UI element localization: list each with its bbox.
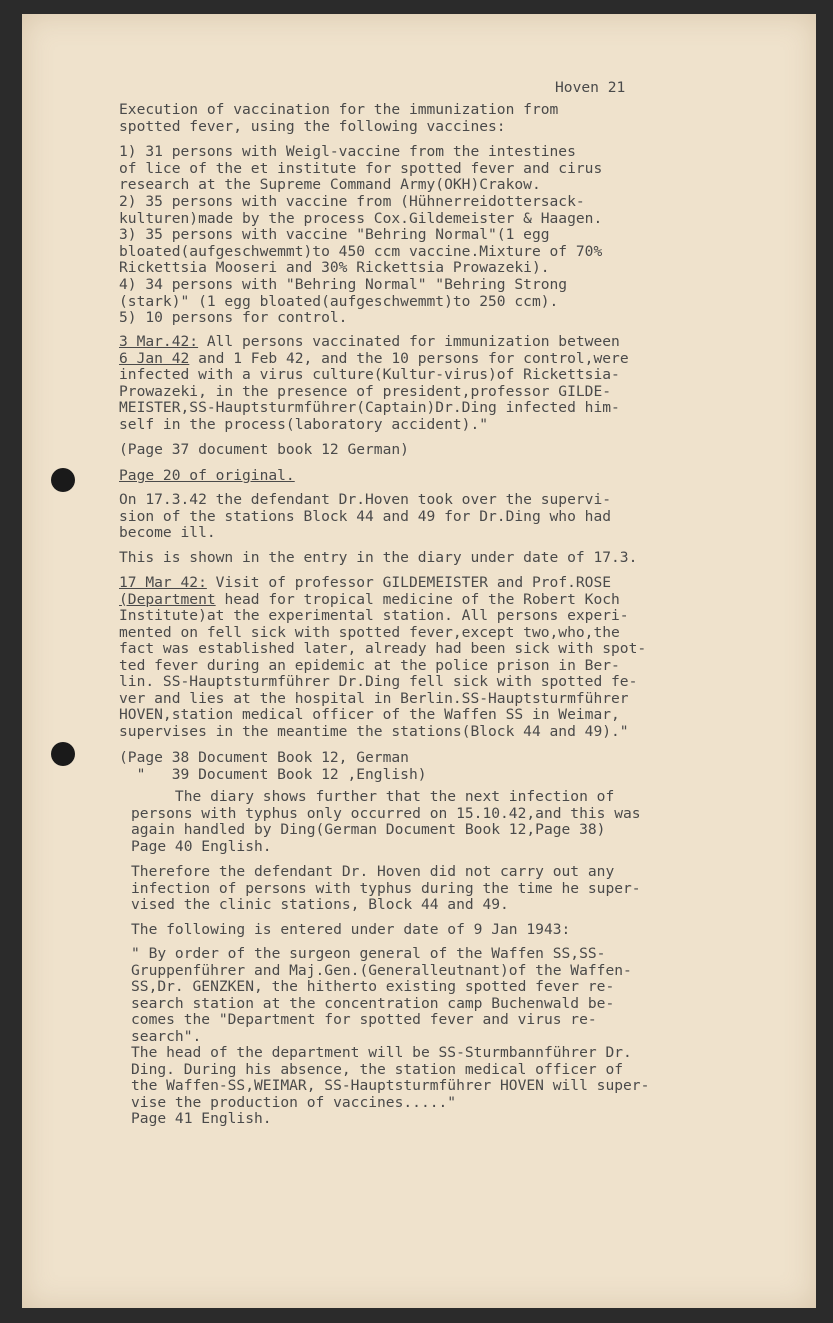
- diary-entry-paragraph: This is shown in the entry in the diary under date of 17.3.: [119, 549, 638, 566]
- punch-hole-top: [51, 468, 75, 492]
- takeover-paragraph: On 17.3.42 the defendant Dr.Hoven took over the supervi- sion of the stations Block 44 and 49 for Dr.Ding who had become ill.: [119, 491, 612, 541]
- vaccine-item-3: 3) 35 persons with vaccine "Behring Normal"(1 egg bloated(aufgeschwemmt)to 450 ccm vaccine.Mixture of 70% Rickettsia Mooseri and 30% Rickettsia Prowazeki).: [119, 226, 603, 276]
- entry-3-mar-42: 3 Mar.42: All persons vaccinated for immunization between 6 Jan 42 and 1 Feb 42, and the 10 persons for control,were infected with a virus culture(Kultur-virus)of Rickettsia- Prowazeki, in the presence of president,professor GILDE- MEISTER,SS-Hauptsturmführer(Captain)Dr.Ding infected him- self in the process(laboratory accident).": [119, 333, 629, 433]
- entry-17-mar-42: 17 Mar 42: Visit of professor GILDEMEISTER and Prof.ROSE (Department head for tropical medicine of the Robert Koch Institute)at the experimental station. All persons experi- mented on fell sick with spotted fever,except two,who,the fact was established later, already had been sick with spot- ted fever during an epidemic at the police prison in Ber- lin. SS-Hauptsturmführer Dr.Ding fell sick with spotted fe- ver and lies at the hospital in Berlin.SS-Hauptsturmführer HOVEN,station medical officer of the Waffen SS in Weimar, supervises in the meantime the stations(Block 44 and 49).": [119, 574, 647, 740]
- page-reference: Hoven 21: [555, 79, 626, 96]
- entry-date-secondary: 6 Jan 42: [119, 349, 190, 367]
- entry-department: (Department: [119, 590, 216, 608]
- intro-paragraph: Execution of vaccination for the immunization from spotted fever, using the following vaccines:: [119, 101, 559, 135]
- punch-hole-bottom: [51, 742, 75, 766]
- original-page-heading: Page 20 of original.: [119, 467, 295, 484]
- reference-pages-38-39: (Page 38 Document Book 12, German " 39 Document Book 12 ,English): [119, 749, 427, 783]
- vaccine-item-5: 5) 10 persons for control.: [119, 309, 348, 326]
- diary-further-paragraph: The diary shows further that the next infection of persons with typhus only occurred on 15.10.42,and this was again handled by Ding(German Document Book 12,Page 38) Page 40 English.: [131, 788, 641, 855]
- quoted-order: " By order of the surgeon general of the Waffen SS,SS- Gruppenführer and Maj.Gen.(Generalleutnant)of the Waffen- SS,Dr. GENZKEN, the hitherto existing spotted fever re- search station at the concentration camp Buchenwald be- comes the "Department for spotted fever and virus re- search". The head of the department will be SS-Sturmbannführer Dr. Ding. During his absence, the station medical officer of the Waffen-SS,WEIMAR, SS-Hauptsturmführer HOVEN will super- vise the production of vaccines....." Page 41 English.: [131, 945, 650, 1127]
- following-entry-paragraph: The following is entered under date of 9 Jan 1943:: [131, 921, 571, 938]
- vaccine-item-2: 2) 35 persons with vaccine from (Hühnerreidottersack- kulturen)made by the process Cox.Gildemeister & Haagen.: [119, 193, 603, 227]
- entry-date: 3 Mar.42:: [119, 333, 199, 350]
- vaccine-item-1: 1) 31 persons with Weigl-vaccine from the intestines of lice of the et institute for spotted fever and cirus research at the Supreme Command Army(OKH)Crakow.: [119, 143, 603, 193]
- reference-page-37: (Page 37 document book 12 German): [119, 441, 409, 458]
- vaccine-item-4: 4) 34 persons with "Behring Normal" "Behring Strong (stark)" (1 egg bloated(aufgeschwemmt)to 250 ccm).: [119, 276, 568, 310]
- entry-date: 17 Mar 42:: [119, 574, 207, 591]
- therefore-paragraph: Therefore the defendant Dr. Hoven did not carry out any infection of persons with typhus during the time he super- vised the clinic stations, Block 44 and 49.: [131, 863, 641, 913]
